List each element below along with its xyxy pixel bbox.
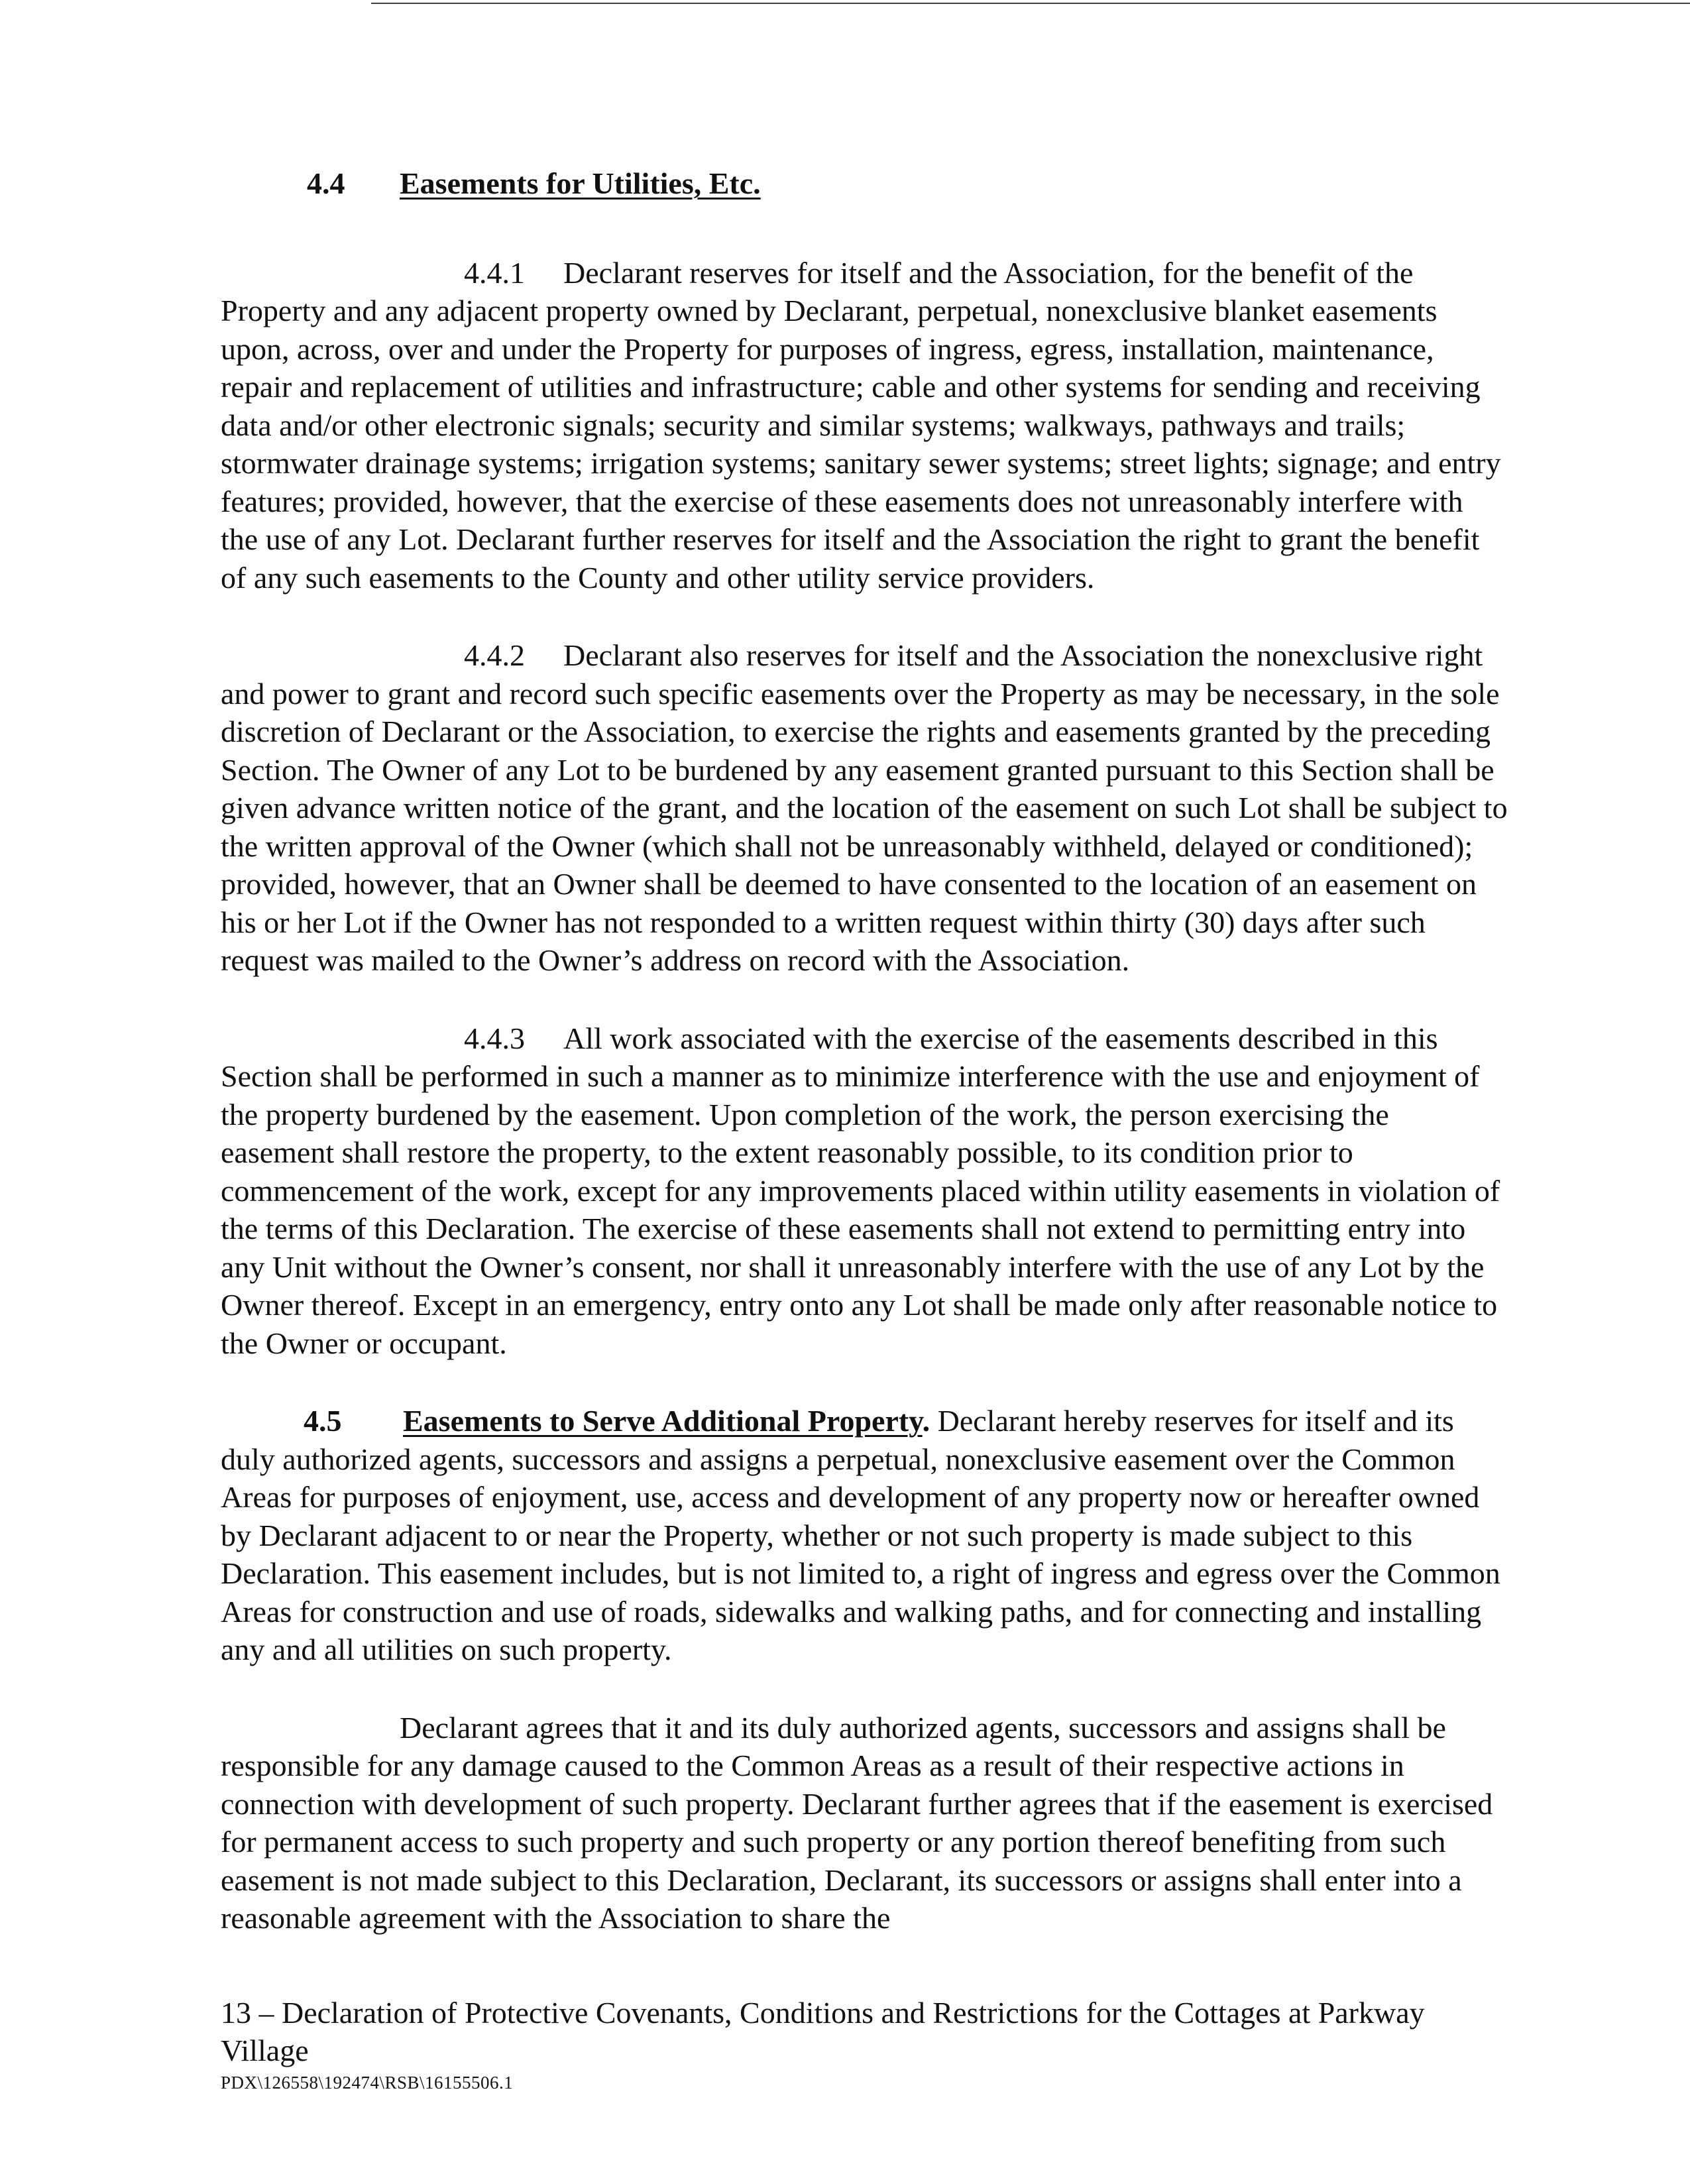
section-4-4-number: 4.4	[307, 166, 345, 200]
page-footer	[221, 1994, 1508, 2095]
subsection-4-4-3	[221, 1019, 1508, 1363]
subsection-4-4-2	[221, 636, 1508, 980]
subsection-4-4-1-text: Declarant reserves for itself and the Association, for the benefit of the Property and any adjacent property owned by Declarant, perpetual, nonexclusive blanket easements upon, across, over and under the Property for purposes of ingress, egress, installation, maintenance, repair and replacement of utilities and infrastructure; cable and other systems for sending and receiving data and/or other electronic signals; security and similar systems; walkways, pathways and trails; stormwater drainage systems; irrigation systems; sanitary sewer systems; street lights; signage; and entry features; provided, however, that the exercise of these easements does not unreasonably interfere with the use of any Lot. Declarant further reserves for itself and the Association the right to grant the benefit of any such easements to the County and other utility service providers.	[221, 255, 1501, 595]
scan-top-edge-line	[371, 3, 1690, 4]
subsection-4-4-1-number: 4.4.1	[464, 255, 525, 290]
subsection-4-4-1	[221, 254, 1508, 597]
section-4-5-title-period: .	[922, 1404, 930, 1438]
section-4-4-title: Easements for Utilities, Etc.	[400, 166, 761, 200]
subsection-4-4-2-text: Declarant also reserves for itself and the Association the nonexclusive right and power to grant and record such specific easements over the Property as may be necessary, in the sole discretion of Declarant or the Association, to exercise the rights and easements granted by the preceding Section. The Owner of any Lot to be burdened by any easement granted pursuant to this Section shall be given advance written notice of the grant, and the location of the easement on such Lot shall be subject to the written approval of the Owner (which shall not be unreasonably withheld, delayed or conditioned); provided, however, that an Owner shall be deemed to have consented to the location of an easement on his or her Lot if the Owner has not responded to a written request within thirty (30) days after such request was mailed to the Owner’s address on record with the Association.	[221, 638, 1508, 977]
footer-document-code: PDX\126558\192474\RSB\16155506.1	[221, 2073, 514, 2093]
footer-page-title: 13 – Declaration of Protective Covenants, Conditions and Restrictions for the Cottages at Parkway Village	[221, 1996, 1425, 2067]
paragraph-declarant-agrees-text: Declarant agrees that it and its duly authorized agents, successors and assigns shall be responsible for any damage caused to the Common Areas as a result of their respective actions in connection with development of such property. Declarant further agrees that if the easement is exercised for permanent access to such property and such property or any portion thereof benefiting from such easement is not made subject to this Declaration, Declarant, its successors or assigns shall enter into a reasonable agreement with the Association to share the	[221, 1710, 1493, 1935]
section-4-5-number: 4.5	[304, 1404, 342, 1438]
section-4-5-text: Declarant hereby reserves for itself and its duly authorized agents, successors and assigns a perpetual, nonexclusive easement over the Common Areas for purposes of enjoyment, use, access and development of any property now or hereafter owned by Declarant adjacent to or near the Property, whether or not such property is made subject to this Declaration. This easement includes, but is not limited to, a right of ingress and egress over the Common Areas for construction and use of roads, sidewalks and walking paths, and for connecting and installing any and all utilities on such property.	[221, 1404, 1500, 1666]
section-4-4-heading	[221, 164, 1508, 203]
document-body	[221, 164, 1508, 1977]
subsection-4-4-2-number: 4.4.2	[464, 638, 525, 672]
section-4-5	[221, 1402, 1508, 1669]
subsection-4-4-3-text: All work associated with the exercise of the easements described in this Section shall be performed in such a manner as to minimize interference with the use and enjoyment of the property burdened by the easement. Upon completion of the work, the person exercising the easement shall restore the property, to the extent reasonably possible, to its condition prior to commencement of the work, except for any improvements placed within utility easements in violation of the terms of this Declaration. The exercise of these easements shall not extend to permitting entry into any Unit without the Owner’s consent, nor shall it unreasonably interfere with the use of any Lot by the Owner thereof. Except in an emergency, entry onto any Lot shall be made only after reasonable notice to the Owner or occupant.	[221, 1021, 1500, 1360]
paragraph-declarant-agrees	[221, 1709, 1508, 1937]
subsection-4-4-3-number: 4.4.3	[464, 1021, 525, 1055]
section-4-5-title: Easements to Serve Additional Property	[403, 1404, 923, 1438]
